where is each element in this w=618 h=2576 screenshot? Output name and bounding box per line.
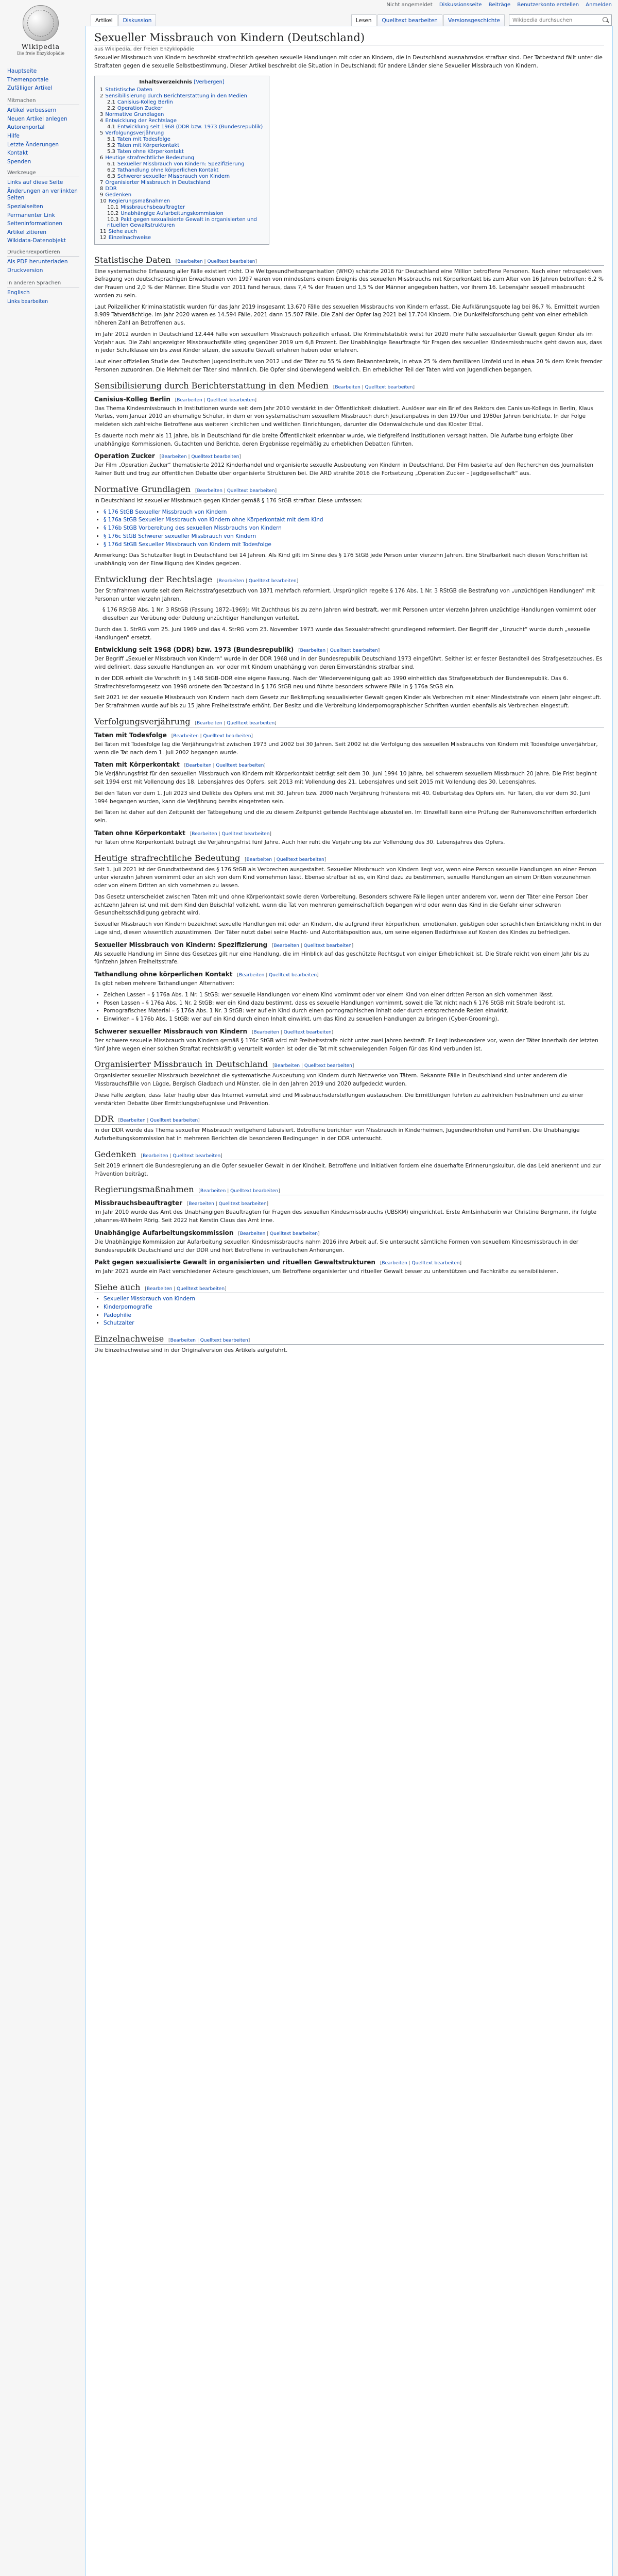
sidebar-item-page-info[interactable]: Seiteninformationen [7, 221, 62, 227]
toc-item[interactable] [100, 167, 264, 173]
toc-link[interactable]: Missbrauchsbeauftragter [121, 204, 185, 210]
sidebar-item-author-portal[interactable]: Autorenportal [7, 124, 45, 131]
edit-section-link[interactable]: Bearbeiten [186, 763, 212, 769]
edit-section-link[interactable]: Bearbeiten [188, 1201, 214, 1207]
toc-link[interactable]: Schwerer sexueller Missbrauch von Kindern [117, 173, 230, 179]
toc-number: 6.1 [107, 161, 115, 167]
edit-links: [Bearbeiten | Quelltext bearbeiten] [139, 1153, 222, 1159]
edit-links: [Bearbeiten | Quelltext bearbeiten] [116, 1118, 200, 1124]
edit-section-link[interactable]: Bearbeiten [382, 1261, 407, 1266]
edit-section-link[interactable]: Bearbeiten [335, 384, 360, 390]
edit-source-link[interactable]: Quelltext bearbeiten [304, 1063, 352, 1069]
subsection-heading: Schwerer sexueller Missbrauch von Kindern [Bearbeiten | Quelltext bearbeiten] [94, 1027, 334, 1035]
edit-links: [Bearbeiten | Quelltext bearbeiten] [236, 1231, 320, 1236]
edit-section-link[interactable]: Bearbeiten [170, 1338, 196, 1343]
edit-section-link[interactable]: Bearbeiten [238, 973, 265, 978]
puzzle-globe-icon [23, 5, 59, 41]
personal-tools [381, 2, 612, 8]
toc-hide-toggle[interactable]: [Verbergen] [194, 79, 225, 85]
edit-section-link[interactable]: Bearbeiten [192, 831, 217, 837]
list-item[interactable]: § 176 StGB Sexueller Missbrauch von Kindern [104, 509, 227, 515]
list-item[interactable]: Schutzalter [104, 1320, 134, 1327]
edit-links: [Bearbeiten | Quelltext bearbeiten] [297, 648, 380, 654]
list-item[interactable]: § 176d StGB Sexueller Missbrauch von Kindern mit Todesfolge [104, 541, 271, 548]
paragraph: Seit 1. Juli 2021 ist der Grundtatbestand des § 176 StGB als Verbrechen ausgestaltet. Sexueller Missbrauch von Kindern liegt vor, wenn eine Person sexuelle Handlungen an einer Person unter vierzehn Jahren vornimmt oder an sich von dem Kind vornehmen lässt. Ebenso strafbar ist es, ein Kind dazu zu bestimmen, sexuelle Handlungen an einem Dritten vorzunehmen oder von einem Dritten an sich vornehmen zu lassen. [94, 866, 597, 889]
subsection-heading: Taten mit Körperkontakt [Bearbeiten | Quelltext bearbeiten] [94, 761, 266, 769]
list-item[interactable]: § 176c StGB Schwerer sexueller Missbrauch von Kindern [104, 533, 256, 539]
edit-source-link[interactable]: Quelltext bearbeiten [227, 488, 275, 494]
edit-section-link[interactable]: Bearbeiten [161, 454, 187, 460]
list-item: • Zeichen Lassen – § 176a Abs. 1 Nr. 1 StGB: wer sexuelle Handlungen vor einem Kind vornimmt oder vor einem Kind von einer dritten Person an sich vornehmen lässt. [104, 991, 604, 999]
toc-item[interactable] [100, 211, 264, 216]
edit-section-link[interactable]: Bearbeiten [146, 1286, 173, 1292]
paragraph: In der DDR wurde das Thema sexueller Missbrauch weitgehend tabuisiert. Betroffene berichten von Missbrauch in Kinderheimen, Jugendwerkhöfen und Familien. Die Unabhängige Aufarbeitungskommission hat in mehreren Berichten die besonderen Bedingungen in der DDR untersucht. [94, 1127, 580, 1142]
sidebar-item-wikidata[interactable]: Wikidata-Datenobjekt [7, 238, 66, 244]
edit-links: [Bearbeiten | Quelltext bearbeiten] [197, 1189, 280, 1194]
nav-portal [7, 68, 79, 94]
toc-link[interactable]: Taten ohne Körperkontakt [117, 148, 184, 155]
paragraph: Laut Polizeilicher Kriminalstatistik wurden für das Jahr 2019 insgesamt 13.670 Fälle des sexuellen Missbrauchs von Kindern erfasst. Die Aufklärungsquote lag bei 86,7 %. Ermittelt wurden 8.989 Tatverdächtige. Im Jahr 2020 waren es 14.594 Fälle, 2021 dann 15.507 Fälle. Die Zahl der Opfer lag 2021 bei 17.704 Kindern. Die Dunkelfeldforschung geht von einer erheblich höheren Zahl an Betroffenen aus. [94, 303, 600, 326]
toc-number: 5.2 [107, 142, 115, 148]
law-list [104, 509, 604, 549]
create-account-link[interactable]: Benutzerkonto erstellen [517, 2, 579, 8]
sidebar-item-improve[interactable]: Artikel verbessern [7, 107, 57, 113]
toc-number: 7 [100, 179, 104, 185]
edit-source-link[interactable]: Quelltext bearbeiten [203, 733, 251, 739]
logo-subtitle: Die freie Enzyklopädie [17, 51, 64, 56]
subsection-heading: Taten mit Todesfolge [Bearbeiten | Quelltext bearbeiten] [94, 731, 253, 739]
paragraph: Seit 2021 ist der sexuelle Missbrauch von Kindern nach dem Gesetz zur Bekämpfung sexualisierter Gewalt gegen Kinder als Verbrechen mit einer Mindeststrafe von einem Jahr eingestuft. Der Strafrahmen wurde auf bis zu 15 Jahre Freiheitsstrafe erhöht. Der Besitz und die Verbreitung kinderpornographischer Schriften wurden ebenfalls als Verbrechen eingestuft. [94, 694, 602, 709]
edit-source-link[interactable]: Quelltext bearbeiten [230, 1189, 279, 1194]
participate-portal [7, 98, 79, 167]
paragraph: Es gibt neben mehrere Tathandlungen Alternativen: [94, 980, 234, 987]
toc-link[interactable]: Siehe auch [108, 228, 137, 234]
toc-number: 4.1 [107, 124, 115, 130]
sidebar-item-edit-links[interactable]: Links bearbeiten [7, 298, 48, 304]
edit-section-link[interactable]: Bearbeiten [239, 1231, 266, 1236]
edit-section-link[interactable]: Bearbeiten [200, 1189, 226, 1194]
edit-source-link[interactable]: Quelltext bearbeiten [276, 857, 324, 862]
subsection-heading: Entwicklung seit 1968 (DDR) bzw. 1973 (Bundesrepublik) [Bearbeiten | Quelltext bearbeiten] [94, 646, 380, 654]
edit-section-link[interactable]: Bearbeiten [177, 397, 202, 403]
paragraph: Durch das 1. StrRG vom 25. Juni 1969 und das 4. StrRG vom 23. November 1973 wurde das Sexualstrafrecht grundlegend reformiert. Der Begriff der „Unzucht“ wurde durch „sexuelle Handlungen“ ersetzt. [94, 626, 590, 641]
edit-links: [Bearbeiten | Quelltext bearbeiten] [185, 1201, 269, 1207]
paragraph: Sexueller Missbrauch von Kindern bezeichnet sexuelle Handlungen mit oder an Kindern, die aufgrund ihrer körperlichen, emotionalen, geistigen oder sprachlichen Entwicklung nicht in der Lage sind, diesen wissentlich zuzustimmen. Der Täter nutzt dabei seine Macht- und Autoritätsposition aus, um seine eigenen Bedürfnisse auf Kosten des Kindes zu befriedigen. [94, 921, 602, 936]
page-title: Sexueller Missbrauch von Kindern (Deutschland) [94, 31, 604, 45]
sidebar-item-permalink[interactable]: Permanenter Link [7, 212, 55, 218]
article-content [85, 26, 613, 2576]
paragraph: Im Jahr 2010 wurde das Amt des Unabhängigen Beauftragten für Fragen des sexuellen Kindesmissbrauchs (UBSKM) eingerichtet. Erste Amtsinhaberin war Christine Bergmann, ihr folgte Johannes-Wilhelm Rörig. Seit 2022 hat Kerstin Claus das Amt inne. [94, 1209, 597, 1224]
toc-link[interactable]: Taten mit Todesfolge [117, 136, 170, 142]
toc-number: 3 [100, 111, 104, 117]
edit-links: [Bearbeiten | Quelltext bearbeiten] [143, 1286, 227, 1292]
list-item[interactable]: Pädophilie [104, 1312, 131, 1318]
toc-list [100, 87, 264, 241]
edit-section-link[interactable]: Bearbeiten [246, 857, 272, 862]
edit-source-link[interactable]: Quelltext bearbeiten [411, 1261, 460, 1266]
toc-link[interactable]: Organisierter Missbrauch in Deutschland [105, 179, 211, 185]
toc-link[interactable]: Gedenken [105, 192, 132, 198]
search-icon[interactable] [602, 16, 609, 24]
toc-item[interactable] [100, 235, 264, 241]
personal-talk-link[interactable]: Diskussionsseite [439, 2, 482, 8]
edit-source-link[interactable]: Quelltext bearbeiten [283, 1029, 332, 1035]
tab-discussion[interactable]: Diskussion [118, 14, 157, 26]
edit-source-link[interactable]: Quelltext bearbeiten [303, 943, 352, 948]
section-heading: Einzelnachweise [Bearbeiten | Quelltext bearbeiten] [94, 1334, 604, 1345]
law-quote: § 176 RStGB Abs. 1 Nr. 3 RStGB (Fassung 1872–1969): Mit Zuchthaus bis zu zehn Jahren wird bestraft, wer mit Personen unter vierzehn Jahren unzüchtige Handlungen vornimmt oder dieselben zur Verübung oder Duldung unzüchtiger Handlungen verleitet. [102, 607, 596, 621]
edit-source-link[interactable]: Quelltext bearbeiten [248, 578, 297, 584]
edit-source-link[interactable]: Quelltext bearbeiten [173, 1153, 221, 1159]
wikipedia-logo[interactable] [7, 5, 74, 62]
paragraph: In der DDR erhielt die Vorschrift in § 148 StGB-DDR eine eigene Fassung. Nach der Wiedervereinigung galt ab 1990 einheitlich das Strafgesetzbuch der Bundesrepublik. Das 6. Strafrechtsreformgesetz von 1998 ordnete den Tatbestand in § 176 StGB neu und führte besonders schwere Fälle in § 176a StGB ein. [94, 675, 569, 690]
section-heading: Entwicklung der Rechtslage [Bearbeiten | Quelltext bearbeiten] [94, 574, 604, 585]
edit-links: [Bearbeiten | Quelltext bearbeiten] [174, 259, 257, 264]
edit-section-link[interactable]: Bearbeiten [300, 648, 326, 654]
sidebar-item-new-article[interactable]: Neuen Artikel anlegen [7, 115, 67, 122]
list-item[interactable]: Kinderpornografie [104, 1303, 152, 1310]
print-portal [7, 249, 79, 276]
edit-section-link[interactable]: Bearbeiten [273, 943, 299, 948]
section-heading: Heutige strafrechtliche Bedeutung [Bearbeiten | Quelltext bearbeiten] [94, 853, 604, 864]
subsection-heading: Tathandlung ohne körperlichen Kontakt [Bearbeiten | Quelltext bearbeiten] [94, 971, 319, 978]
tathandlung-list [104, 991, 604, 1024]
print-heading: Drucken/exportieren [7, 249, 79, 257]
edit-source-link[interactable]: Quelltext bearbeiten [330, 648, 378, 654]
toc-number: 10 [100, 198, 107, 204]
paragraph: Anmerkung: Das Schutzalter liegt in Deutschland bei 14 Jahren. Als Kind gilt im Sinne des § 176 StGB jede Person unter vierzehn Jahren. Eine Strafbarkeit nach diesen Vorschriften ist unabhängig von der Einwilligung des Kindes gegeben. [94, 552, 588, 567]
tools-portal [7, 170, 79, 246]
section-heading: Statistische Daten [Bearbeiten | Quelltext bearbeiten] [94, 255, 604, 266]
toc-item[interactable] [100, 118, 264, 124]
table-of-contents [94, 76, 269, 245]
section-heading: Siehe auch [Bearbeiten | Quelltext bearbeiten] [94, 1282, 604, 1293]
languages-heading: In anderen Sprachen [7, 280, 79, 287]
paragraph: Seit 2019 erinnert die Bundesregierung an die Opfer sexueller Gewalt in der Kindheit. Betroffene und Initiativen fordern eine dauerhafte Erinnerungskultur, die das Leid anerkennt und zur Prävention beiträgt. [94, 1162, 601, 1177]
toc-number: 9 [100, 192, 104, 198]
section-heading: DDR [Bearbeiten | Quelltext bearbeiten] [94, 1114, 604, 1125]
section-heading: Gedenken [Bearbeiten | Quelltext bearbeiten] [94, 1149, 604, 1160]
edit-source-link[interactable]: Quelltext bearbeiten [365, 384, 413, 390]
edit-links: [Bearbeiten | Quelltext bearbeiten] [158, 454, 241, 460]
edit-links: [Bearbeiten | Quelltext bearbeiten] [188, 831, 271, 837]
site-tagline: aus Wikipedia, der freien Enzyklopädie [94, 46, 195, 52]
toc-item[interactable] [100, 99, 264, 105]
edit-source-link[interactable]: Quelltext bearbeiten [200, 1338, 248, 1343]
paragraph: Für Taten ohne Körperkontakt beträgt die Verjährungsfrist fünf Jahre. Auch hier ruht die Verjährung bis zur Vollendung des 30. Lebensjahres des Opfers. [94, 839, 505, 845]
toc-item[interactable] [100, 161, 264, 167]
edit-section-link[interactable]: Bearbeiten [197, 720, 222, 726]
toc-item[interactable] [100, 205, 264, 210]
view-tabs [351, 14, 612, 26]
paragraph: Im Jahr 2021 wurde ein Pakt verschiedener Akteure geschlossen, um Betroffene organisierter und ritueller Gewalt besser zu unterstützen und Fachkräfte zu sensibilisieren. [94, 1268, 559, 1275]
nav-portals[interactable]: Themenportale [7, 76, 49, 83]
paragraph: Bei den Taten vor dem 1. Juli 2023 sind Delikte des Opfers erst mit 30. Jahren bzw. 2000 nach Verjährung frühestens mit 40. Geburtstag des Opfers ein. Für Taten, die vor dem 30. Juni 1994 begangen wurden, kann die Verjährung bereits eingetreten sein. [94, 790, 590, 805]
paragraph: Der Begriff „Sexueller Missbrauch von Kindern“ wurde in der DDR 1968 und in der Bundesrepublik Deutschland 1973 eingeführt. Seither ist er fester Bestandteil des Strafgesetzbuches. Es wird definiert, dass sexuelle Handlungen an, vor oder mit Kindern unabhängig von deren Einverständnis strafbar sind. [94, 656, 603, 670]
paragraph: Das Thema Kindesmissbrauch in Institutionen wurde seit dem Jahr 2010 verstärkt in der Öffentlichkeit diskutiert. Auslöser war ein Brief des Rektors des Canisius-Kollegs in Berlin, Klaus Mertes, vom Januar 2010 an ehemalige Schüler, in dem er von systematischem sexuellem Missbrauch durch Jesuitenpatres in den 1970er und 1980er Jahren berichtete. In der Folge meldeten sich zahlreiche Betroffene aus weiteren kirchlichen und weltlichen Einrichtungen, darunter die Odenwaldschule und das Kloster Ettal. [94, 405, 593, 428]
toc-link[interactable]: DDR [105, 185, 117, 192]
paragraph: Es dauerte noch mehr als 11 Jahre, bis in Deutschland für die breite Öffentlichkeit erkennbar wurde, wie tiefgreifend Institutionen versagt hatten. Die Aufarbeitung erfolgte über unabhängige Kommissionen, Gutachten und Berichte, deren Ergebnisse regelmäßig zu erheblichen Debatten führten. [94, 432, 573, 447]
subsection-heading: Unabhängige Aufarbeitungskommission [Bearbeiten | Quelltext bearbeiten] [94, 1229, 320, 1236]
search-input[interactable] [511, 17, 602, 24]
edit-source-link[interactable]: Quelltext bearbeiten [227, 720, 275, 726]
tab-history[interactable]: Versionsgeschichte [443, 14, 505, 26]
sidebar-item-cite[interactable]: Artikel zitieren [7, 229, 47, 235]
paragraph: Die Einzelnachweise sind in der Originalversion des Artikels aufgeführt. [94, 1347, 288, 1353]
list-item[interactable]: Sexueller Missbrauch von Kindern [104, 1296, 195, 1302]
toc-link[interactable]: Heutige strafrechtliche Bedeutung [105, 155, 194, 161]
tools-heading: Werkzeuge [7, 170, 79, 177]
toc-link[interactable]: Regierungsmaßnahmen [108, 198, 170, 204]
paragraph: Die Unabhängige Kommission zur Aufarbeitung sexuellen Kindesmissbrauchs nahm 2016 ihre Arbeit auf. Sie untersucht sämtliche Formen von sexuellem Kindesmissbrauch in der Bundesrepublik Deutschland und der DDR und hört Betroffene in vertraulichen Anhörungen. [94, 1239, 579, 1253]
toc-link[interactable]: Operation Zucker [117, 105, 163, 111]
edit-source-link[interactable]: Quelltext bearbeiten [177, 1286, 225, 1292]
paragraph: Der Film „Operation Zucker“ thematisierte 2012 Kinderhandel und organisierte sexuelle Ausbeutung von Kindern in Deutschland. Der Film basierte auf den Recherchen des Journalisten Rainer Butt und trug zur öffentlichen Debatte über organisierte Strukturen bei. Die ARD strahlte 2016 die Fortsetzung „Operation Zucker – Jagdgesellschaft“ aus. [94, 462, 594, 477]
toc-link[interactable]: Statistische Daten [105, 87, 152, 93]
toc-number: 10.2 [107, 210, 119, 216]
toc-item[interactable] [100, 192, 264, 198]
languages-portal [7, 280, 79, 307]
list-item: • Pornografisches Material – § 176a Abs. 1 Nr. 3 StGB: wer auf ein Kind durch einen pornographischen Inhalt oder durch entsprechende Reden einwirkt. [104, 1007, 604, 1015]
toc-item[interactable] [100, 143, 264, 148]
edit-section-link[interactable]: Bearbeiten [143, 1153, 168, 1159]
article-intro: Sexueller Missbrauch von Kindern beschreibt strafrechtlich gesehen sexuelle Handlungen mit oder an Kindern, die in Deutschland ausnahmslos strafbar sind. Der Tatbestand fällt unter die Straftaten gegen die sexuelle Selbstbestimmung. Dieser Artikel beschreibt die Situation in Deutschland; für andere Länder siehe Sexueller Missbrauch von Kindern. [94, 55, 603, 69]
toc-link[interactable]: Entwicklung seit 1968 (DDR bzw. 1973 (Bundesrepublik) [117, 124, 263, 130]
edit-links: [Bearbeiten | Quelltext bearbeiten] [243, 857, 327, 862]
toc-number: 2.1 [107, 99, 115, 105]
toc-item[interactable] [100, 174, 264, 179]
section-heading: Organisierter Missbrauch in Deutschland [Bearbeiten | Quelltext bearbeiten] [94, 1059, 604, 1070]
toc-link[interactable]: Tathandlung ohne körperlichen Kontakt [117, 167, 219, 173]
edit-links: [Bearbeiten | Quelltext bearbeiten] [378, 1261, 461, 1266]
edit-section-link[interactable]: Bearbeiten [253, 1029, 279, 1035]
paragraph: Organisierter sexueller Missbrauch bezeichnet die systematische Ausbeutung von Kindern durch Netzwerke von Tätern. Bekannte Fälle in Deutschland sind unter anderem die Missbrauchsfälle von Lügde, Bergisch Gladbach und Münster, die in den Jahren 2019 und 2020 aufgedeckt wurden. [94, 1073, 568, 1087]
section-heading: Verfolgungsverjährung [Bearbeiten | Quelltext bearbeiten] [94, 717, 604, 727]
edit-links: [Bearbeiten | Quelltext bearbeiten] [235, 973, 319, 978]
see-also-list [104, 1295, 604, 1328]
toc-number: 8 [100, 185, 104, 192]
sidebar-item-contact[interactable]: Kontakt [7, 150, 28, 157]
toc-link[interactable]: Pakt gegen sexualisierte Gewalt in organisierten und rituellen Gewaltstrukturen [107, 216, 257, 228]
toc-number: 4 [100, 117, 104, 124]
paragraph: Die Verjährungsfrist für den sexuellen Missbrauch von Kindern mit Körperkontakt beträgt seit dem 30. Juni 1994 10 Jahre, bei schwerem sexuellem Missbrauch 20 Jahre. Die Frist beginnt seit 1994 erst mit Vollendung des 18. Lebensjahres des Opfers, seit 2013 mit Vollendung des 21. Lebensjahres und seit 2015 mit Vollendung des 30. Lebensjahres. [94, 771, 597, 785]
list-item[interactable]: § 176b StGB Vorbereitung des sexuellen Missbrauchs von Kindern [104, 525, 282, 531]
toc-item[interactable] [100, 198, 264, 204]
toc-number: 2.2 [107, 105, 115, 111]
sidebar-item-whatlinkshere[interactable]: Links auf diese Seite [7, 179, 63, 185]
edit-section-link[interactable]: Bearbeiten [197, 488, 222, 494]
edit-links: [Bearbeiten | Quelltext bearbeiten] [271, 1063, 354, 1069]
toc-item[interactable] [100, 229, 264, 234]
section-heading: Sensibilisierung durch Berichterstattung in den Medien [Bearbeiten | Quelltext bearbeiten] [94, 381, 604, 392]
participate-heading: Mitmachen [7, 98, 79, 105]
toc-link[interactable]: Sensibilisierung durch Berichterstattung in den Medien [105, 93, 247, 99]
toc-number: 12 [100, 234, 107, 241]
subsection-heading: Pakt gegen sexualisierte Gewalt in organisierten und rituellen Gewaltstrukturen [Bearbeiten | Quelltext bearbeiten] [94, 1259, 461, 1266]
sidebar-item-pdf[interactable]: Als PDF herunterladen [7, 259, 68, 265]
paragraph: Bei Taten mit Todesfolge lag die Verjährungsfrist zwischen 1973 und 2002 bei 30 Jahren. Seit 2002 ist die Verfolgung des sexuellen Missbrauchs von Kindern mit Todesfolge unverjährbar, wenn die Tat nach dem 1. Juli 2002 begangen wurde. [94, 741, 598, 756]
toc-number: 11 [100, 228, 107, 234]
edit-section-link[interactable]: Bearbeiten [218, 578, 244, 584]
paragraph: Im Jahr 2012 wurden in Deutschland 12.444 Fälle von sexuellem Missbrauch polizeilich erfasst. Die Kriminalstatistik weist für 2020 mehr Fälle sexualisierter Gewalt gegen Kinder als im Vorjahr aus. Die Zahl angezeigter Missbrauchsfälle stieg gegenüber 2019 um 6,8 Prozent. Der Unabhängige Beauftragte für Fragen des sexuellen Kindesmissbrauchs geht davon aus, dass in jeder Schulklasse ein bis zwei Kinder sitzen, die sexuelle Gewalt erfahren haben oder erfahren. [94, 331, 602, 354]
toc-item[interactable] [100, 180, 264, 185]
edit-links: [Bearbeiten | Quelltext bearbeiten] [331, 384, 415, 390]
paragraph: Als sexuelle Handlung im Sinne des Gesetzes gilt nur eine Handlung, die im Hinblick auf das geschützte Rechtsgut von einiger Erheblichkeit ist. Die Strafe reicht von einem Jahr bis zu fünfzehn Jahren Freiheitsstrafe. [94, 951, 590, 965]
toc-link[interactable]: Sexueller Missbrauch von Kindern: Spezifizierung [117, 161, 245, 167]
toc-number: 6 [100, 155, 104, 161]
list-item: • Einwirken – § 176b Abs. 1 StGB: wer auf ein Kind durch einen Inhalt einwirkt, um das Kind zu sexuellen Handlungen zu bringen (Cyber-Grooming). [104, 1015, 604, 1024]
sidebar-item-special-pages[interactable]: Spezialseiten [7, 203, 43, 210]
subsection-heading: Sexueller Missbrauch von Kindern: Spezifizierung [Bearbeiten | Quelltext bearbeiten] [94, 941, 354, 948]
edit-source-link[interactable]: Quelltext bearbeiten [207, 259, 255, 264]
paragraph: Diese Fälle zeigten, dass Täter häufig über das Internet vernetzt sind und Missbrauchsdarstellungen austauschen. Die Ermittlungen führten zu zahlreichen Festnahmen und zu einer verstärkten Debatte über Ermittlungsbefugnisse und Prävention. [94, 1092, 583, 1107]
toc-number: 2 [100, 93, 104, 99]
edit-source-link[interactable]: Quelltext bearbeiten [269, 973, 317, 978]
search-box [509, 14, 612, 26]
logo-wordmark: Wikipedia [21, 43, 60, 51]
edit-links: [Bearbeiten | Quelltext bearbeiten] [182, 763, 266, 769]
toc-number: 5.1 [107, 136, 115, 142]
toc-item[interactable] [100, 186, 264, 192]
toc-title: Inhaltsverzeichnis [Verbergen] [139, 79, 225, 85]
section-heading: Normative Grundlagen [Bearbeiten | Quelltext bearbeiten] [94, 484, 604, 495]
toc-number: 6.3 [107, 173, 115, 179]
list-item[interactable]: § 176a StGB Sexueller Missbrauch von Kindern ohne Körperkontakt mit dem Kind [104, 517, 323, 523]
paragraph: Bei Taten ist daher auf den Zeitpunkt der Tatbegehung und die zu diesem Zeitpunkt geltende Rechtslage abzustellen. Im Einzelfall kann eine Prüfung der Ruhensvorschriften erforderlich sein. [94, 809, 597, 824]
toc-item[interactable] [100, 137, 264, 142]
toc-link[interactable]: Normative Grundlagen [105, 111, 164, 117]
tab-edit-source[interactable]: Quelltext bearbeiten [377, 14, 442, 26]
toc-number: 5.3 [107, 148, 115, 155]
edit-section-link[interactable]: Bearbeiten [173, 733, 199, 739]
toc-number: 6.2 [107, 167, 115, 173]
paragraph: Laut einer offiziellen Studie des Deutschen Jugendinstituts von 2012 und der Täter zu 55 % dem Bekanntenkreis, in etwa 25 % dem familiären Umfeld und in etwa 20 % dem Kreis fremder Personen zuzuordnen. Die Mehrheit der Täter sind männlich. Die Opfer sind überwiegend weiblich. Ein erheblicher Teil der Taten wird von Jugendlichen begangen. [94, 359, 603, 373]
toc-item[interactable] [100, 130, 264, 136]
toc-link[interactable]: Entwicklung der Rechtslage [105, 117, 177, 124]
edit-section-link[interactable]: Bearbeiten [177, 259, 203, 264]
toc-link[interactable]: Taten mit Körperkontakt [117, 142, 180, 148]
not-logged-in: Nicht angemeldet [386, 2, 433, 8]
edit-source-link[interactable]: Quelltext bearbeiten [216, 763, 264, 769]
edit-source-link[interactable]: Quelltext bearbeiten [221, 831, 270, 837]
sidebar-item-related-changes[interactable]: Änderungen an verlinkten Seiten [7, 188, 78, 201]
subsection-heading: Canisius-Kolleg Berlin [Bearbeiten | Quelltext bearbeiten] [94, 395, 256, 403]
toc-item[interactable] [100, 106, 264, 111]
toc-number: 1 [100, 87, 104, 93]
paragraph: Eine systematische Erfassung aller Fälle existiert nicht. Die Weltgesundheitsorganisation (WHO) schätzte 2016 für Deutschland eine Million betroffene Personen. Nach einer retrospektiven Befragung von deutschsprachigen Erwachsenen von 1997 waren von mindestens einem Ereignis des sexuellen Missbrauchs mit Körperkontakt bis zum Alter von 16 Jahren betroffen: 6,2 % der Frauen und 2,0 % der Männer. Eine Studie von 2011 fand heraus, dass 7,4 % der Frauen und 1,5 % der Männer angegeben hatten, vor ihrem 16. Lebensjahr sexuell missbraucht worden zu sein. [94, 268, 604, 299]
edit-source-link[interactable]: Quelltext bearbeiten [150, 1118, 198, 1124]
sidebar-item-print[interactable]: Druckversion [7, 267, 43, 274]
toc-item[interactable] [100, 217, 264, 228]
paragraph: In Deutschland ist sexueller Missbrauch gegen Kinder gemäß § 176 StGB strafbar. Diese umfassen: [94, 497, 363, 504]
section-heading: Regierungsmaßnahmen [Bearbeiten | Quelltext bearbeiten] [94, 1184, 604, 1195]
edit-source-link[interactable]: Quelltext bearbeiten [207, 397, 255, 403]
edit-links: [Bearbeiten | Quelltext bearbeiten] [194, 488, 277, 494]
toc-item[interactable] [100, 155, 264, 161]
paragraph: Der schwere sexuelle Missbrauch von Kindern gemäß § 176c StGB wird mit Freiheitsstrafe nicht unter zwei Jahren bestraft. Er liegt insbesondere vor, wenn der Täter innerhalb der letzten fünf Jahre wegen einer solchen Straftat rechtskräftig verurteilt worden ist oder die Tat mit schwerwiegenden Folgen für das Kind verbunden ist. [94, 1037, 598, 1052]
toc-link[interactable]: Unabhängige Aufarbeitungskommission [121, 210, 224, 216]
edit-source-link[interactable]: Quelltext bearbeiten [270, 1231, 318, 1236]
tab-article[interactable]: Artikel [91, 14, 117, 26]
sidebar-item-help[interactable]: Hilfe [7, 132, 20, 139]
subsection-heading: Operation Zucker [Bearbeiten | Quelltext bearbeiten] [94, 452, 241, 460]
edit-section-link[interactable]: Bearbeiten [120, 1118, 146, 1124]
edit-source-link[interactable]: Quelltext bearbeiten [191, 454, 239, 460]
toc-item[interactable] [100, 124, 264, 130]
sidebar-item-lang-en[interactable]: Englisch [7, 290, 30, 296]
sidebar-item-donate[interactable]: Spenden [7, 158, 31, 165]
edit-section-link[interactable]: Bearbeiten [274, 1063, 300, 1069]
sidebar-item-recent-changes[interactable]: Letzte Änderungen [7, 141, 59, 148]
list-item: • Posen Lassen – § 176a Abs. 1 Nr. 2 StGB: wer ein Kind dazu bestimmt, dass es sexuelle Handlungen vornimmt, soweit die Tat nicht nach § 176 StGB mit Strafe bedroht ist. [104, 999, 604, 1008]
toc-number: 5 [100, 130, 104, 136]
toc-number: 10.1 [107, 204, 119, 210]
namespace-tabs [91, 14, 157, 26]
edit-links: [Bearbeiten | Quelltext bearbeiten] [270, 943, 354, 948]
login-link[interactable]: Anmelden [586, 2, 612, 8]
edit-links: [Bearbeiten | Quelltext bearbeiten] [193, 720, 277, 726]
subsection-heading: Taten ohne Körperkontakt [Bearbeiten | Quelltext bearbeiten] [94, 829, 271, 837]
tab-read[interactable]: Lesen [351, 14, 376, 26]
toc-link[interactable]: Einzelnachweise [108, 234, 151, 241]
nav-random-article[interactable]: Zufälliger Artikel [7, 85, 53, 92]
edit-links: [Bearbeiten | Quelltext bearbeiten] [169, 733, 253, 739]
toc-number: 10.3 [107, 216, 119, 223]
personal-contribs-link[interactable]: Beiträge [488, 2, 511, 8]
paragraph: Das Gesetz unterscheidet zwischen Taten mit und ohne Körperkontakt sowie deren Vorbereitung. Besonders schwere Fälle liegen unter anderem vor, wenn der Täter eine Person über achtzehn Jahren ist und mit dem Kind den Beischlaf vollzieht, wenn die Tat von mehreren gemeinschaftlich begangen wird oder wenn das Kind in die Gefahr einer schweren Gesundheitsschädigung gebracht wird. [94, 893, 588, 917]
toc-item[interactable] [100, 93, 264, 99]
toc-item[interactable] [100, 112, 264, 117]
paragraph: Der Strafrahmen wurde seit dem Reichsstrafgesetzbuch von 1871 mehrfach reformiert. Ursprünglich regelte § 176 Abs. 1 Nr. 3 RStGB die Bestrafung von „unzüchtigen Handlungen“ mit Personen unter vierzehn Jahren. [94, 587, 595, 602]
edit-links: [Bearbeiten | Quelltext bearbeiten] [173, 397, 256, 403]
edit-links: [Bearbeiten | Quelltext bearbeiten] [167, 1338, 250, 1343]
toc-item[interactable] [100, 87, 264, 93]
edit-links: [Bearbeiten | Quelltext bearbeiten] [250, 1029, 334, 1035]
nav-main-page[interactable]: Hauptseite [7, 68, 37, 74]
toc-link[interactable]: Canisius-Kolleg Berlin [117, 99, 173, 105]
toc-link[interactable]: Verfolgungsverjährung [105, 130, 164, 136]
subsection-heading: Missbrauchsbeauftragter [Bearbeiten | Quelltext bearbeiten] [94, 1199, 269, 1207]
edit-source-link[interactable]: Quelltext bearbeiten [218, 1201, 267, 1207]
edit-links: [Bearbeiten | Quelltext bearbeiten] [215, 578, 299, 584]
toc-item[interactable] [100, 149, 264, 155]
